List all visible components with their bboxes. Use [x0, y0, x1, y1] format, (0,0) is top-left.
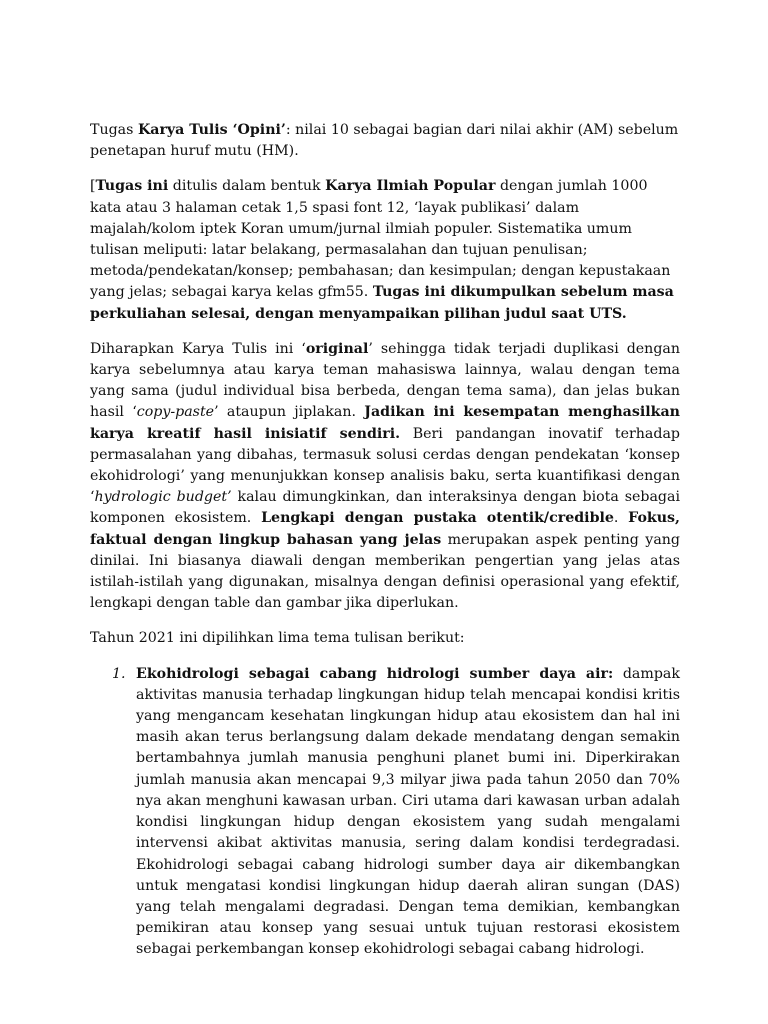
requirements-text-2: dengan jumlah 1000 kata atau 3 halaman cetak 1,5 spasi font 12, ‘layak publikasi’ dalam majalah/kolom iptek Koran umum/jurnal ilmiah populer. Sistematika umum tulisan meliputi: latar belakang, permasalahan dan tujuan penulisan; metoda/pendekatan/konsep; pembahasan; dan kesimpulan; dengan kepustakaan yang jelas; sebagai karya kelas gfm55. [90, 178, 671, 301]
originality-text-5: kalau dimungkinkan, dan interaksinya dengan biota sebagai komponen ekosistem. [90, 489, 680, 527]
assignment-requirements-paragraph [90, 176, 680, 324]
requirements-bold-1: Tugas ini [95, 178, 169, 195]
requirements-bold-3: Tugas ini dikumpulkan sebelum masa perkuliahan selesai, dengan menyampaikan pilihan judul saat UTS. [90, 284, 674, 322]
theme-title: Ekohidrologi sebagai cabang hidrologi sumber daya air: [136, 665, 614, 682]
assignment-intro-paragraph [90, 120, 680, 162]
document-page [90, 120, 680, 961]
originality-italic-copy-paste: copy-paste [136, 404, 215, 421]
originality-text-1: Diharapkan Karya Tulis ini ‘ [90, 340, 306, 357]
originality-text-6: . [613, 510, 629, 527]
themes-intro-paragraph: Tahun 2021 ini dipilihkan lima tema tulisan berikut: [90, 630, 465, 647]
requirements-bracket: [ [90, 178, 96, 195]
originality-bold-references: Lengkapi dengan pustaka otentik/credible [261, 510, 614, 527]
theme-number: 1. [112, 665, 126, 682]
originality-bold-focus: Fokus, faktual dengan lingkup bahasan yang jelas [90, 510, 680, 548]
originality-text-2: ’ sehingga tidak terjadi duplikasi dengan karya sebelumnya atau karya teman mahasiswa lainnya, walau dengan tema yang sama (judul individual bisa berbeda, dengan tema sama), dan jelas bukan hasil ‘ [90, 340, 680, 421]
originality-text-7: merupakan aspek penting yang dinilai. Ini biasanya diawali dengan memberikan pengertian yang jelas atas istilah-istilah yang digunakan, misalnya dengan definisi operasional yang efektif, lengkapi dengan table dan gambar jika diperlukan. [90, 531, 681, 612]
originality-bold-creative: Jadikan ini kesempatan menghasilkan karya kreatif hasil inisiatif sendiri. [90, 404, 680, 442]
theme-item [90, 664, 680, 961]
theme-body: dampak aktivitas manusia terhadap lingkungan hidup telah mencapai kondisi kritis yang mengancam kesehatan lingkungan hidup atau ekosistem dan hal ini masih akan terus berlangsung dalam dekade mendatang dengan semakin bertambahnya jumlah manusia penghuni planet bumi ini. Diperkirakan jumlah manusia akan mencapai 9,3 milyar jiwa pada tahun 2050 dan 70% nya akan menghuni kawasan urban. Ciri utama dari kawasan urban adalah kondisi lingkungan hidup dengan ekosistem yang sudah mengalami intervensi akibat aktivitas manusia, sering dalam kondisi terdegradasi. Ekohidrologi sebagai cabang hidrologi sumber daya air dikembangkan untuk mengatasi kondisi lingkungan hidup daerah aliran sungan (DAS) yang telah mengalami degradasi. Dengan tema demikian, kembangkan pemikiran atau konsep yang sesuai untuk tujuan restorasi ekosistem sebagai perkembangan konsep ekohidrologi sebagai cabang hidrologi. [136, 665, 680, 958]
originality-paragraph [90, 339, 680, 615]
originality-italic-hydrologic-budget: hydrologic budget’ [94, 489, 232, 506]
originality-text-4: Beri pandangan inovatif terhadap permasalahan yang dibahas, termasuk solusi cerdas dengan pendekatan ‘konsep ekohidrologi’ yang menunjukkan konsep analisis baku, serta kuantifikasi dengan ‘ [90, 425, 680, 506]
intro-prefix: Tugas [90, 122, 138, 138]
requirements-text-1: ditulis dalam bentuk [168, 178, 326, 195]
intro-text: : nilai 10 sebagai bagian dari nilai akhir (AM) sebelum penetapan huruf mutu (HM). [90, 122, 679, 160]
intro-bold-title: Karya Tulis ‘Opini’ [137, 122, 286, 138]
themes-list [90, 664, 680, 961]
originality-bold-original: original [305, 340, 369, 357]
originality-text-3: ’ ataupun jiplakan. [214, 404, 365, 421]
requirements-bold-2: Karya Ilmiah Popular [325, 178, 496, 195]
